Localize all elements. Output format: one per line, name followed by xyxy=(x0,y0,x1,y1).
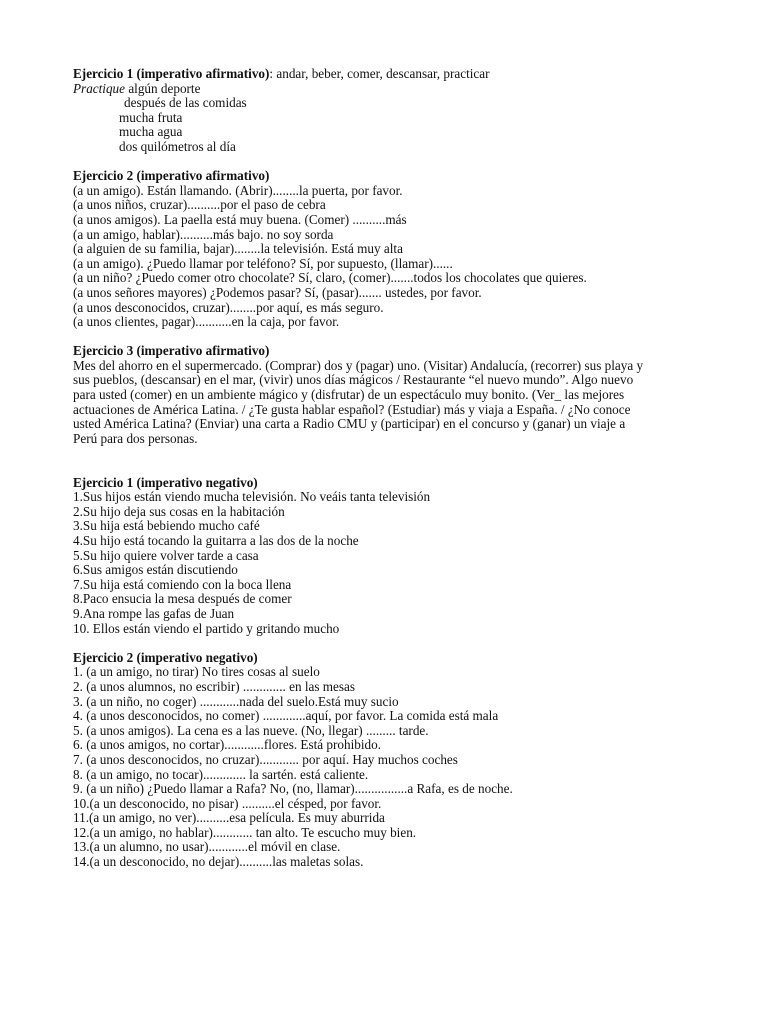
exercise-title: Ejercicio 1 (imperativo negativo) xyxy=(73,474,258,490)
exercise-line: 2. (a unos alumnos, no escribir) ............. en las mesas xyxy=(73,678,356,694)
exercise-line: 6.Sus amigos están discutiendo xyxy=(73,562,238,578)
exercise-line: 7. (a unos desconocidos, no cruzar)............ por aquí. Hay muchos coches xyxy=(73,751,458,767)
example-line xyxy=(73,82,723,97)
exercise-3-affirmative xyxy=(73,344,723,446)
exercise-line: 6. (a unos amigos, no cortar)............flores. Está prohibido. xyxy=(73,737,382,753)
exercise-line: 13.(a un alumno, no usar)............el móvil en clase. xyxy=(73,839,341,855)
exercise-title: Ejercicio 2 (imperativo afirmativo) xyxy=(73,168,270,184)
exercise-line: 2.Su hijo deja sus cosas en la habitación xyxy=(73,503,285,519)
exercise-line: 7.Su hija está comiendo con la boca llena xyxy=(73,576,292,592)
exercise-item: dos quilómetros al día xyxy=(119,138,236,154)
exercise-line: 9.Ana rompe las gafas de Juan xyxy=(73,605,235,621)
exercise-title: Ejercicio 3 (imperativo afirmativo) xyxy=(73,343,270,359)
exercise-line: (a un amigo). Están llamando. (Abrir)........la puerta, por favor. xyxy=(73,182,403,198)
exercise-line: (a unos desconocidos, cruzar)........por aquí, es más seguro. xyxy=(73,299,384,315)
exercise-line: 5.Su hijo quiere volver tarde a casa xyxy=(73,547,259,563)
paragraph-line: Mes del ahorro en el supermercado. (Comprar) dos y (pagar) uno. (Visitar) Andalucía, (recorrer) sus playa y xyxy=(73,357,644,373)
exercise-verbs: : andar, beber, comer, descansar, practicar xyxy=(269,66,490,81)
exercise-line: (a unos señores mayores) ¿Podemos pasar? Sí, (pasar)....... ustedes, por favor. xyxy=(73,284,482,300)
exercise-line: 3.Su hija está bebiendo mucho café xyxy=(73,518,260,534)
exercise-line: 11.(a un amigo, no ver)..........esa película. Es muy aburrida xyxy=(73,810,385,826)
exercise-line: 10. Ellos están viendo el partido y gritando mucho xyxy=(73,620,340,636)
exercise-line: (a un amigo, hablar)..........más bajo. no soy sorda xyxy=(73,226,334,242)
exercise-line: 8.Paco ensucia la mesa después de comer xyxy=(73,591,292,607)
exercise-2-negative-heading xyxy=(73,651,723,666)
exercise-1-affirmative-heading xyxy=(73,67,723,82)
exercise-1-negative xyxy=(73,476,723,637)
exercise-line: 3. (a un niño, no coger) ............nada del suelo.Está muy sucio xyxy=(73,693,399,709)
exercise-line: (a unos clientes, pagar)...........en la caja, por favor. xyxy=(73,314,340,330)
exercise-2-affirmative xyxy=(73,169,723,330)
exercise-line: (a unos niños, cruzar)..........por el paso de cebra xyxy=(73,197,326,213)
example-text: algún deporte xyxy=(125,80,201,96)
paragraph-line: usted América Latina? (Enviar) una carta a Radio CMU y (participar) en el concurso y (ganar) un viaje a xyxy=(73,416,626,432)
exercise-title: Ejercicio 2 (imperativo negativo) xyxy=(73,649,258,665)
paragraph-line: para usted (comer) en un ambiente mágico y (disfrutar) de un espectáculo muy bonito. (Ver_ las mejores xyxy=(73,387,625,403)
exercise-2-affirmative-heading xyxy=(73,169,723,184)
exercise-line: 1. (a un amigo, no tirar) No tires cosas al suelo xyxy=(73,664,320,680)
exercise-3-affirmative-heading xyxy=(73,344,723,359)
exercise-line: 5. (a unos amigos). La cena es a las nueve. (No, llegar) ......... tarde. xyxy=(73,722,429,738)
exercise-line: (a un niño? ¿Puedo comer otro chocolate? Sí, claro, (comer).......todos los chocolates que quieres. xyxy=(73,270,587,286)
paragraph-line: Perú para dos personas. xyxy=(73,430,198,446)
exercise-2-negative xyxy=(73,651,723,870)
exercise-line: 1.Sus hijos están viendo mucha televisión. No veáis tanta televisión xyxy=(73,489,431,505)
exercise-1-negative-heading xyxy=(73,476,723,491)
example-verb: Practique xyxy=(73,80,126,96)
exercise-line: (a un amigo). ¿Puedo llamar por teléfono? Sí, por supuesto, (llamar)...... xyxy=(73,255,453,271)
exercise-line: 9. (a un niño) ¿Puedo llamar a Rafa? No, (no, llamar)................a Rafa, es de noche. xyxy=(73,781,513,797)
exercise-item: mucha agua xyxy=(119,124,183,140)
exercise-title: Ejercicio 1 (imperativo afirmativo) xyxy=(73,66,270,81)
exercise-line: 12.(a un amigo, no hablar)............ tan alto. Te escucho muy bien. xyxy=(73,824,417,840)
exercise-line: 4.Su hijo está tocando la guitarra a las dos de la noche xyxy=(73,533,359,548)
exercise-line: 4. (a unos desconocidos, no comer) .............aquí, por favor. La comida está mala xyxy=(73,708,499,724)
exercise-item: después de las comidas xyxy=(124,95,247,111)
paragraph-line: sus pueblos, (descansar) en el mar, (vivir) unos días mágicos / Restaurante “el nuevo mundo”. Algo nuevo xyxy=(73,372,634,388)
worksheet-page xyxy=(73,67,723,870)
exercise-line: 8. (a un amigo, no tocar)............. la sartén. está caliente. xyxy=(73,766,369,782)
exercise-item: mucha fruta xyxy=(119,109,183,125)
exercise-line: 14.(a un desconocido, no dejar)..........las maletas solas. xyxy=(73,854,364,870)
exercise-line: (a unos amigos). La paella está muy buena. (Comer) ..........más xyxy=(73,211,407,227)
exercise-line: (a alguien de su familia, bajar)........la televisión. Está muy alta xyxy=(73,241,403,257)
exercise-line: 10.(a un desconocido, no pisar) ..........el césped, por favor. xyxy=(73,795,382,811)
exercise-1-affirmative xyxy=(73,67,723,155)
paragraph-line: actuaciones de América Latina. / ¿Te gusta hablar español? (Estudiar) más y viaja a España. / ¿No conoce xyxy=(73,401,631,417)
